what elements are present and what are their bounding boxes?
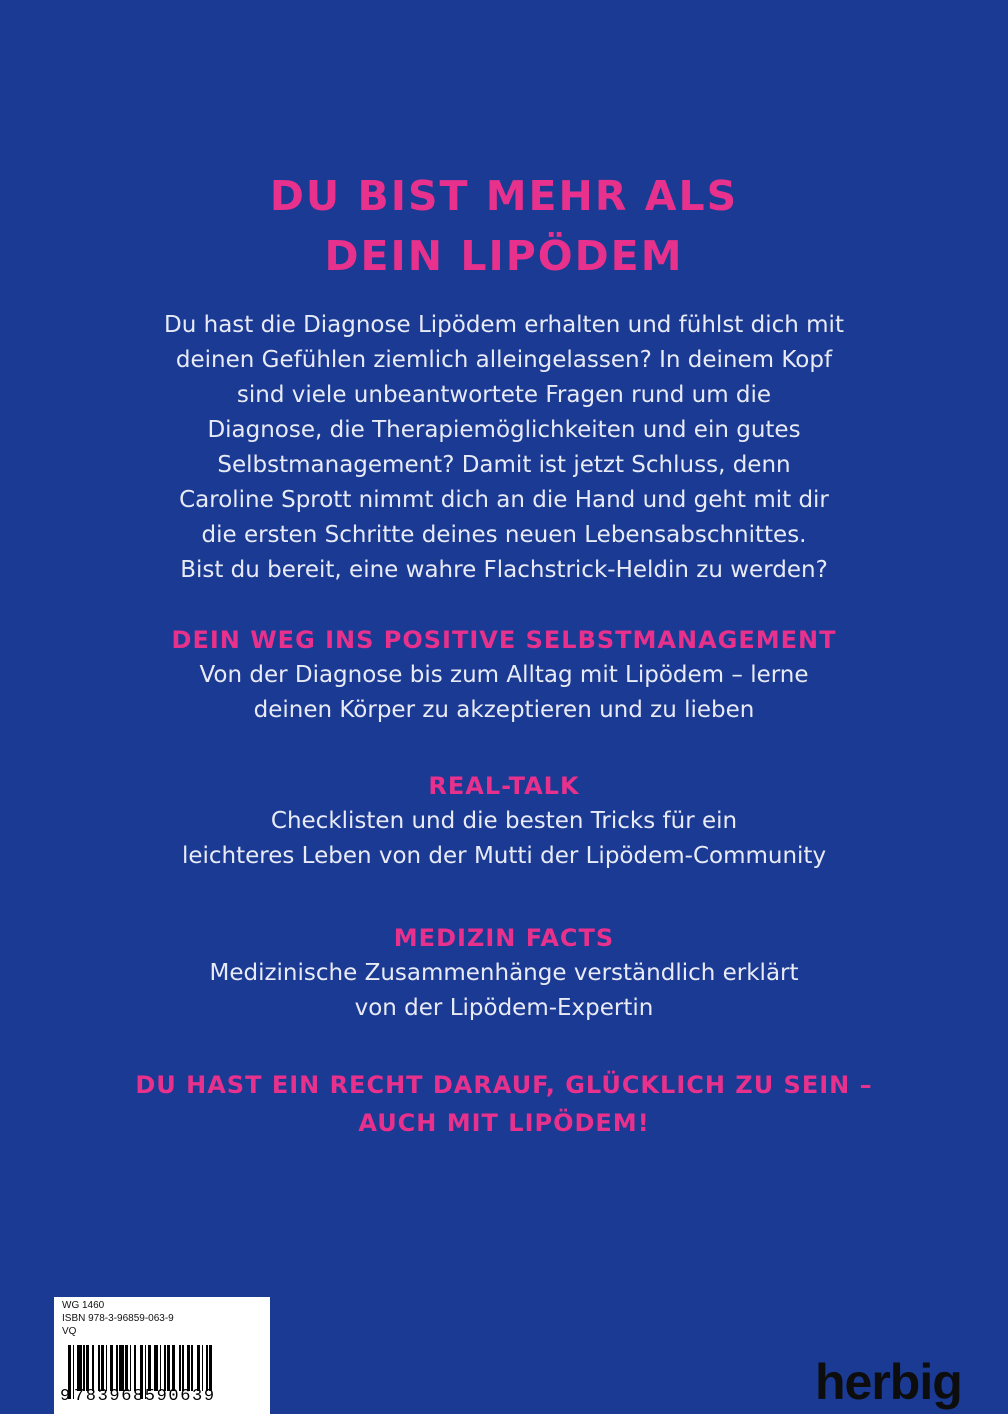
intro-line: Diagnose, die Therapiemöglichkeiten und ein gutes [207, 417, 801, 443]
section-heading: REAL-TALK [428, 772, 580, 800]
section-selbstmanagement [0, 622, 1008, 728]
closing-line-2: AUCH MIT LIPÖDEM! [358, 1109, 650, 1137]
barcode-bars [68, 1345, 258, 1391]
section-text [0, 956, 1008, 1026]
intro-line: die ersten Schritte deines neuen Lebensabschnittes. [201, 522, 807, 548]
barcode-digits: 783968590639 [74, 1387, 216, 1406]
intro-line: Caroline Sprott nimmt dich an die Hand und geht mit dir [179, 487, 829, 513]
section-text [0, 658, 1008, 728]
section-text-line: deinen Körper zu akzeptieren und zu lieben [253, 697, 755, 723]
closing-statement [0, 1066, 1008, 1142]
section-heading: DEIN WEG INS POSITIVE SELBSTMANAGEMENT [171, 626, 837, 654]
isbn-text: ISBN 978-3-96859-063-9 [62, 1313, 174, 1324]
closing-line-1: DU HAST EIN RECHT DARAUF, GLÜCKLICH ZU SEIN – [135, 1071, 873, 1099]
barcode-meta [62, 1299, 174, 1338]
section-text-line: leichteres Leben von der Mutti der Lipödem-Community [181, 843, 827, 869]
cover-title [0, 166, 1008, 286]
vq-code: VQ [62, 1326, 77, 1337]
publisher-logo: herbig [815, 1354, 962, 1410]
section-heading: MEDIZIN FACTS [393, 924, 615, 952]
intro-paragraph [100, 308, 908, 588]
section-text-line: Checklisten und die besten Tricks für ein [270, 808, 738, 834]
section-text-line: von der Lipödem-Expertin [354, 995, 654, 1021]
title-line-1: DU BIST MEHR ALS [269, 172, 739, 220]
barcode-first-digit: 9 [60, 1387, 72, 1406]
title-line-2: DEIN LIPÖDEM [324, 232, 684, 280]
section-text-line: Von der Diagnose bis zum Alltag mit Lipödem – lerne [199, 662, 809, 688]
barcode-label [54, 1297, 270, 1414]
section-text [0, 804, 1008, 874]
intro-line: Du hast die Diagnose Lipödem erhalten und fühlst dich mit [164, 312, 844, 338]
intro-line: sind viele unbeantwortete Fragen rund um die [236, 382, 772, 408]
intro-line: Bist du bereit, eine wahre Flachstrick-Heldin zu werden? [180, 557, 828, 583]
section-medizin-facts [0, 920, 1008, 1026]
section-real-talk [0, 768, 1008, 874]
intro-line: Selbstmanagement? Damit ist jetzt Schluss, denn [217, 452, 791, 478]
warengruppe-code: WG 1460 [62, 1300, 105, 1311]
intro-line: deinen Gefühlen ziemlich alleingelassen? In deinem Kopf [175, 347, 833, 373]
section-text-line: Medizinische Zusammenhänge verständlich erklärt [209, 960, 799, 986]
